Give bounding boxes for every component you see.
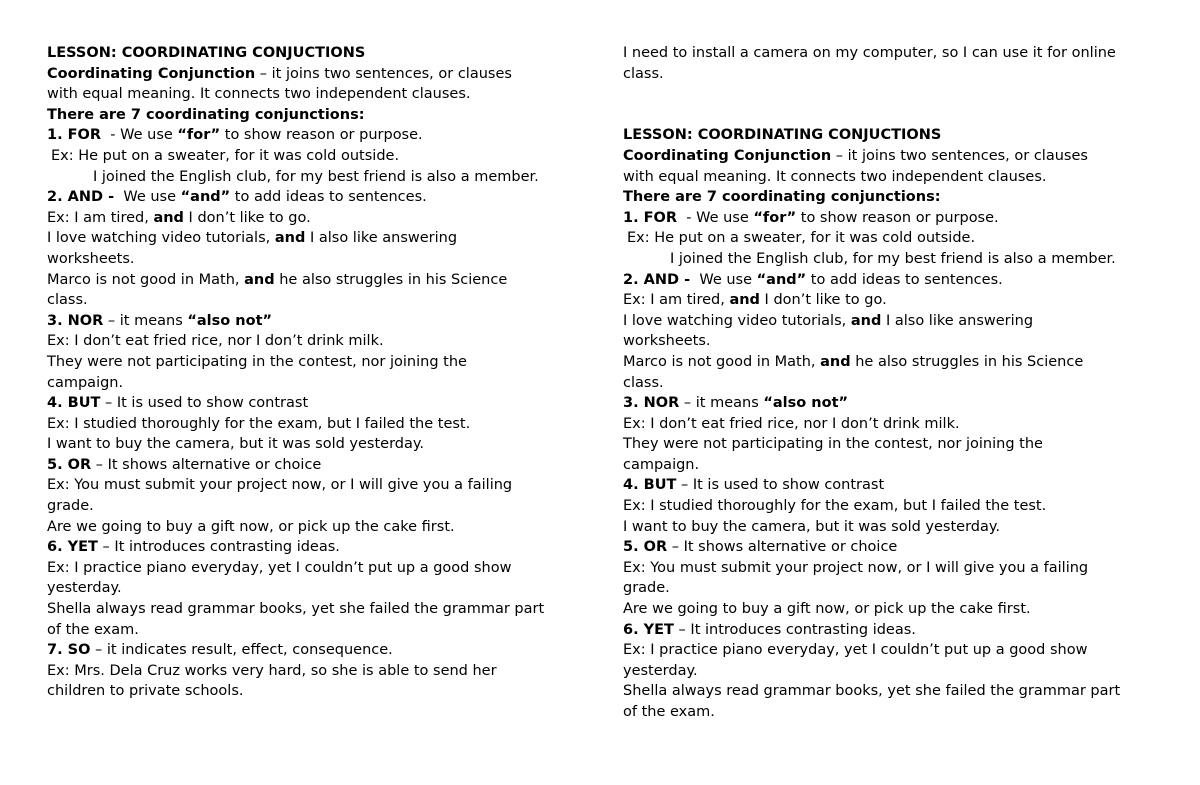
lesson-title: LESSON: COORDINATING CONJUCTIONS [47, 45, 366, 61]
for-example-2: I joined the English club, for my best friend is also a member. [670, 250, 1116, 267]
definition-term: Coordinating Conjunction [623, 147, 832, 164]
left-column [47, 43, 587, 702]
and-example-1: Ex: I am tired, and I don’t like to go. [623, 292, 887, 309]
so-example-2-cont: class. [623, 65, 664, 82]
right-column [623, 43, 1168, 723]
yet-example-1: Ex: I practice piano everyday, yet I couldn’t put up a good show [623, 642, 1088, 659]
definition-line-2: with equal meaning. It connects two independent clauses. [623, 168, 1047, 185]
and-example-3-cont: class. [47, 292, 88, 309]
or-heading: 5. OR – It shows alternative or choice [623, 539, 898, 556]
nor-example-1: Ex: I don’t eat fried rice, nor I don’t drink milk. [623, 415, 960, 432]
nor-example-1: Ex: I don’t eat fried rice, nor I don’t drink milk. [47, 333, 384, 350]
for-heading: 1. FOR - We use “for” to show reason or purpose. [623, 209, 999, 226]
yet-example-2: Shella always read grammar books, yet she failed the grammar part [47, 601, 545, 618]
or-example-1-cont: grade. [47, 498, 94, 515]
for-example-2: I joined the English club, for my best friend is also a member. [93, 168, 539, 185]
but-heading: 4. BUT – It is used to show contrast [47, 395, 309, 412]
and-example-3: Marco is not good in Math, and he also struggles in his Science [623, 353, 1084, 370]
but-heading: 4. BUT – It is used to show contrast [623, 477, 885, 494]
intro-heading: There are 7 coordinating conjunctions: [47, 106, 365, 123]
definition-line-2: with equal meaning. It connects two independent clauses. [47, 86, 471, 103]
or-example-1-cont: grade. [623, 580, 670, 597]
and-example-3-cont: class. [623, 374, 664, 391]
for-heading: 1. FOR - We use “for” to show reason or purpose. [47, 127, 423, 144]
yet-example-2-cont: of the exam. [47, 621, 139, 638]
nor-example-2: They were not participating in the contest, nor joining the [47, 353, 467, 370]
for-example-1: Ex: He put on a sweater, for it was cold outside. [627, 230, 976, 247]
yet-example-2: Shella always read grammar books, yet she failed the grammar part [623, 683, 1121, 700]
and-heading: 2. AND - We use “and” to add ideas to sentences. [47, 189, 427, 206]
or-heading: 5. OR – It shows alternative or choice [47, 456, 322, 473]
but-example-1: Ex: I studied thoroughly for the exam, but I failed the test. [623, 498, 1047, 515]
nor-heading: 3. NOR – it means “also not” [623, 395, 849, 412]
or-example-2: Are we going to buy a gift now, or pick up the cake first. [47, 518, 455, 535]
so-heading: 7. SO – it indicates result, effect, consequence. [47, 642, 393, 659]
yet-example-1-cont: yesterday. [47, 580, 122, 597]
nor-example-2: They were not participating in the contest, nor joining the [623, 436, 1043, 453]
or-example-1: Ex: You must submit your project now, or I will give you a failing [623, 559, 1089, 576]
spacer [623, 84, 1168, 125]
yet-example-1-cont: yesterday. [623, 662, 698, 679]
intro-heading: There are 7 coordinating conjunctions: [623, 189, 941, 206]
but-example-2: I want to buy the camera, but it was sold yesterday. [47, 436, 425, 453]
and-example-3: Marco is not good in Math, and he also struggles in his Science [47, 271, 508, 288]
yet-example-2-cont: of the exam. [623, 704, 715, 720]
and-example-2-cont: worksheets. [623, 333, 711, 350]
so-example-1: Ex: Mrs. Dela Cruz works very hard, so she is able to send her [47, 662, 497, 679]
or-example-2: Are we going to buy a gift now, or pick up the cake first. [623, 601, 1031, 618]
and-example-1: Ex: I am tired, and I don’t like to go. [47, 209, 311, 226]
but-example-1: Ex: I studied thoroughly for the exam, but I failed the test. [47, 415, 471, 432]
yet-heading: 6. YET – It introduces contrasting ideas. [47, 539, 340, 556]
so-example-1-cont: children to private schools. [47, 683, 244, 700]
so-example-2: I need to install a camera on my computer, so I can use it for online [623, 45, 1116, 61]
nor-heading: 3. NOR – it means “also not” [47, 312, 273, 329]
definition-term: Coordinating Conjunction [47, 65, 256, 82]
but-example-2: I want to buy the camera, but it was sold yesterday. [623, 518, 1001, 535]
for-example-1: Ex: He put on a sweater, for it was cold outside. [51, 147, 400, 164]
definition-line-1: Coordinating Conjunction – it joins two sentences, or clauses [623, 147, 1088, 164]
and-example-2: I love watching video tutorials, and I also like answering [47, 230, 458, 247]
lesson-title: LESSON: COORDINATING CONJUCTIONS [623, 127, 942, 144]
definition-line-1: Coordinating Conjunction – it joins two sentences, or clauses [47, 65, 512, 82]
and-example-2-cont: worksheets. [47, 250, 135, 267]
nor-example-2-cont: campaign. [47, 374, 124, 391]
yet-heading: 6. YET – It introduces contrasting ideas. [623, 621, 916, 638]
or-example-1: Ex: You must submit your project now, or I will give you a failing [47, 477, 513, 494]
yet-example-1: Ex: I practice piano everyday, yet I couldn’t put up a good show [47, 559, 512, 576]
and-example-2: I love watching video tutorials, and I also like answering [623, 312, 1034, 329]
nor-example-2-cont: campaign. [623, 456, 700, 473]
and-heading: 2. AND - We use “and” to add ideas to sentences. [623, 271, 1003, 288]
